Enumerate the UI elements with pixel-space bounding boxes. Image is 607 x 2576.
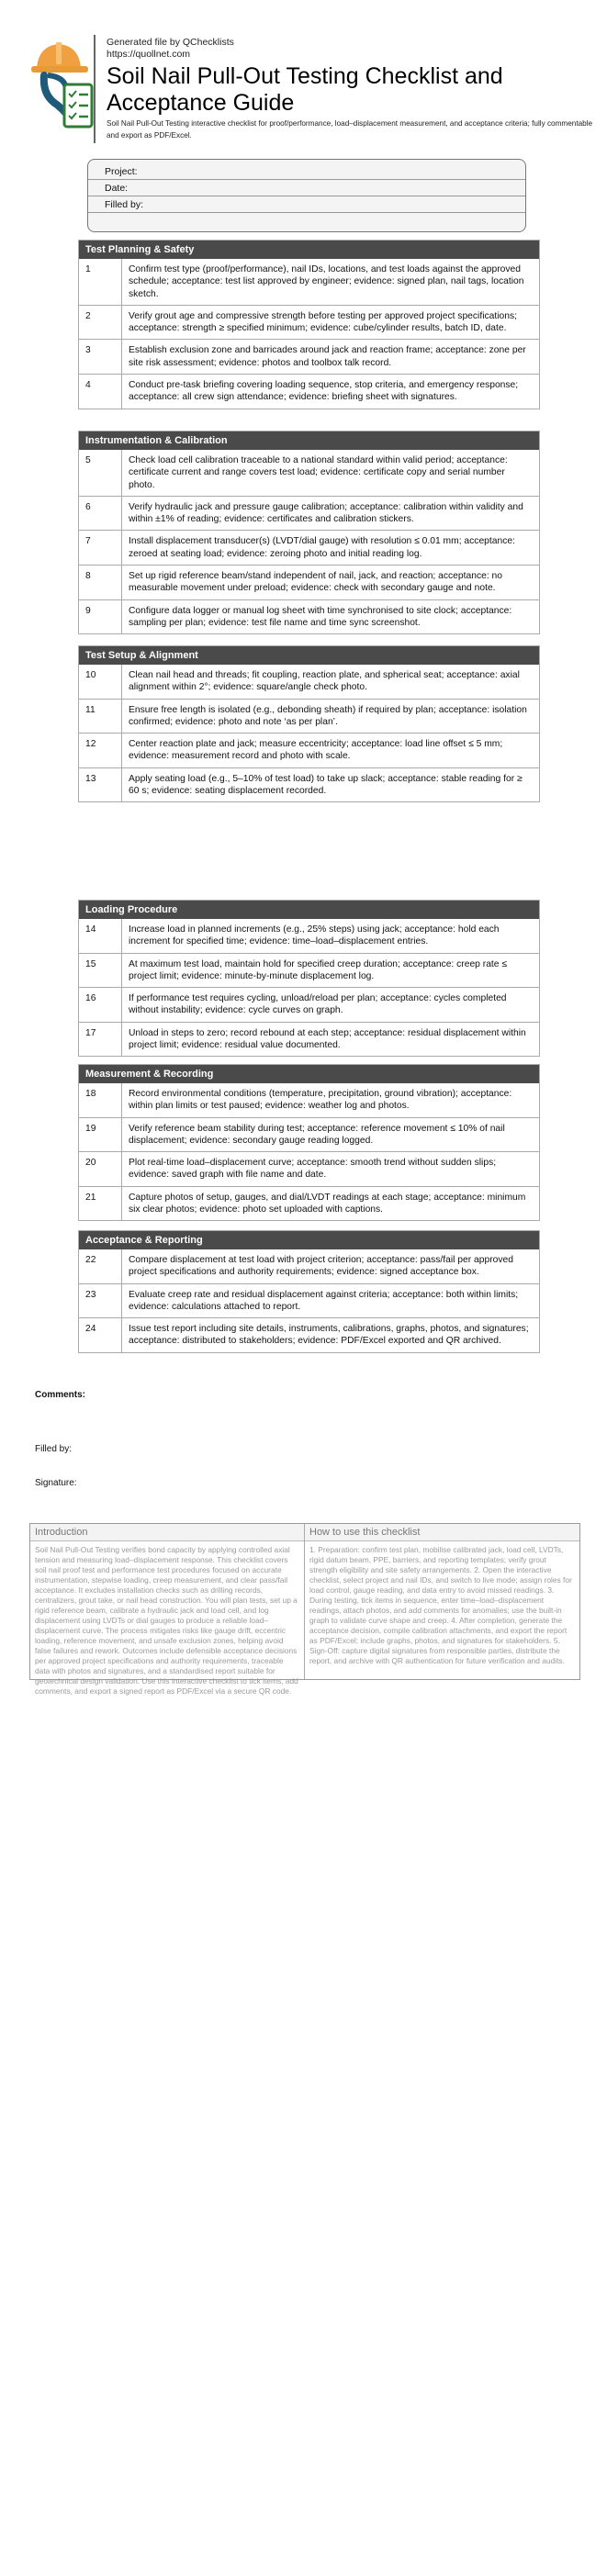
item-text: If performance test requires cycling, unload/reload per plan; acceptance: cycles completed without instability; evidence: cycle curves on graph. xyxy=(129,993,507,1016)
item-text: Increase load in planned increments (e.g., 25% steps) using jack; acceptance: hold each increment for specified time; evidence: time–load–displacement entries. xyxy=(129,924,500,947)
item-text: Evaluate creep rate and residual displacement against criteria; acceptance: both within limits; evidence: calculations attached to report. xyxy=(129,1289,519,1312)
item-number: 4 xyxy=(79,375,122,409)
checklist-item[interactable] xyxy=(79,1151,539,1186)
checklist-item[interactable] xyxy=(79,305,539,340)
item-number: 8 xyxy=(79,566,122,599)
checklist-item[interactable] xyxy=(79,1249,539,1283)
item-text: Issue test report including site details, instruments, calibrations, graphs, photos, and signatures; acceptance: distributed to stakeholders; evidence: PDF/Excel exported and QR archived. xyxy=(129,1324,529,1347)
item-number: 20 xyxy=(79,1152,122,1186)
item-number: 11 xyxy=(79,700,122,734)
section-header: Test Planning & Safety xyxy=(79,241,539,259)
item-text: Set up rigid reference beam/stand independent of nail, jack, and reaction; acceptance: no measurable movement under preload; evidence: check with secondary gauge and note. xyxy=(129,571,502,594)
filled-by-label: Filled by: xyxy=(105,199,144,210)
item-text: Clean nail head and threads; fit coupling, reaction plate, and spherical seat; acceptance: axial alignment within 2°; evidence: square/angle check photo. xyxy=(129,670,520,693)
introduction-title: Introduction xyxy=(30,1524,304,1541)
item-number: 18 xyxy=(79,1083,122,1117)
checklist-item[interactable] xyxy=(79,953,539,988)
item-number: 3 xyxy=(79,340,122,374)
project-label: Project: xyxy=(105,166,138,177)
extra-field[interactable] xyxy=(88,213,525,230)
item-number: 6 xyxy=(79,497,122,531)
checklist-item[interactable] xyxy=(79,1186,539,1221)
checklist-item[interactable] xyxy=(79,339,539,374)
item-text: At maximum test load, maintain hold for specified creep duration; acceptance: creep rate ≤ project limit; evidence: minute-by-minute displacement log. xyxy=(129,958,508,981)
comments-label: Comments: xyxy=(35,1390,86,1400)
checklist-item[interactable] xyxy=(79,1283,539,1318)
date-field[interactable] xyxy=(88,180,525,196)
checklist-item[interactable] xyxy=(79,767,539,802)
item-number: 7 xyxy=(79,531,122,565)
checklist-item[interactable] xyxy=(79,665,539,699)
item-number: 16 xyxy=(79,988,122,1022)
checklist-section xyxy=(78,1230,540,1353)
item-text: Check load cell calibration traceable to a national standard within valid period; acceptance: certificate current and range covers test load; evidence: certificate copy and serial number photo. xyxy=(129,455,508,490)
checklist-item[interactable] xyxy=(79,599,539,634)
checklist-item[interactable] xyxy=(79,374,539,409)
info-box xyxy=(29,1523,580,1696)
introduction-text: Soil Nail Pull-Out Testing verifies bond capacity by applying controlled axial tension and measuring load–displacement response. This checklist covers soil nail proof test and performance test procedures focused on accurate instrumentation, stepwise loading, creep measurement, and clear pass/fail acceptance. It excludes installation checks such as drilling records, centralizers, grout take, or nail head construction. You will plan tests, set up a rigid reference beam, calibrate a hydraulic jack and load cell, and log displacement using LVDTs or dial gauges to produce a reliable load–displacement curve. The process mitigates risks like gauge drift, eccentric loading, reference movement, and unsafe exclusion zones, helping avoid false failures and rework. Outcomes include defensible acceptance decisions per approved project specifications and authority requirements, traceable data with photos and signatures, and a standardised report suitable for geotechnical design validation. Use this interactive checklist to tick items, add comments, and export a signed report as PDF/Excel via a secure QR code. xyxy=(35,1545,298,1696)
section-header: Test Setup & Alignment xyxy=(79,646,539,665)
checklist-item[interactable] xyxy=(79,699,539,734)
source-url-link[interactable]: https://quollnet.com xyxy=(107,49,191,60)
item-text: Conduct pre-task briefing covering loading sequence, stop criteria, and emergency response; acceptance: all crew sign attendance; evidence: briefing sheet with signatures. xyxy=(129,380,519,403)
checklist-item[interactable] xyxy=(79,1022,539,1057)
checklist-item[interactable] xyxy=(79,987,539,1022)
item-text: Verify reference beam stability during test; acceptance: reference movement ≤ 10% of nail displacement; evidence: secondary gauge reading logged. xyxy=(129,1123,505,1146)
checklist-section xyxy=(78,900,540,1057)
page-subtitle: Soil Nail Pull-Out Testing interactive checklist for proof/performance, load–displacement measurement, and acceptance criteria; fully commentable and export as PDF/Excel. xyxy=(107,119,593,140)
item-text: Configure data logger or manual log sheet with time synchronised to site clock; acceptance: sampling per plan; evidence: test file name and time sync screenshot. xyxy=(129,605,512,628)
item-number: 2 xyxy=(79,306,122,340)
item-number: 14 xyxy=(79,919,122,953)
hardhat-checklist-logo-icon xyxy=(31,39,97,130)
checklist-section xyxy=(78,645,540,802)
checklist-section xyxy=(78,240,540,409)
item-number: 10 xyxy=(79,665,122,699)
project-info-box xyxy=(87,159,526,232)
item-number: 13 xyxy=(79,768,122,802)
section-header: Measurement & Recording xyxy=(79,1065,539,1083)
checklist-item[interactable] xyxy=(79,565,539,599)
how-to-panel xyxy=(305,1524,579,1679)
introduction-panel xyxy=(30,1524,305,1696)
checklist-item[interactable] xyxy=(79,919,539,953)
document-header xyxy=(26,33,595,143)
checklist-item[interactable] xyxy=(79,259,539,305)
date-label: Date: xyxy=(105,183,129,194)
footer-filled-by-label: Filled by: xyxy=(35,1444,73,1454)
item-text: Confirm test type (proof/performance), nail IDs, locations, and test loads against the approved schedule; acceptance: test list approved by engineer; evidence: signed plan, nail tags, location sketch. xyxy=(129,264,524,299)
item-number: 21 xyxy=(79,1187,122,1221)
checklist-section xyxy=(78,431,540,634)
item-number: 9 xyxy=(79,600,122,634)
how-to-text: 1. Preparation: confirm test plan, mobilise calibrated jack, load cell, LVDTs, rigid datum beam, PPE, barriers, and reporting templates; verify grout strength eligibility and site safety arrangements. 2. Open the interactive checklist, select project and nail IDs, and switch to live mode; assign roles for load control, gauge reading, and data entry to avoid missed readings. 3. During testing, tick items in sequence, enter time–load–displacement readings, attach photos, and add comments for anomalies; use the built-in graph to validate curve shape and creep. 4. After completion, generate the acceptance decision, compile calibration attachments, and export the report as PDF/Excel; include graphs, photos, and signatures for stakeholders. 5. Sign-Off: capture digital signatures from responsible parties, distribute the report, and archive with QR authentication for future verification and audits. xyxy=(309,1545,572,1665)
checklist-item[interactable] xyxy=(79,496,539,531)
checklist-item[interactable] xyxy=(79,1317,539,1352)
checklist-item[interactable] xyxy=(79,530,539,565)
item-text: Apply seating load (e.g., 5–10% of test load) to take up slack; acceptance: stable reading for ≥ 60 s; evidence: seating displacement recorded. xyxy=(129,773,523,797)
item-text: Compare displacement at test load with project criterion; acceptance: pass/fail per approved project specifications and authority requirements; evidence: signed acceptance box. xyxy=(129,1255,513,1278)
item-number: 24 xyxy=(79,1318,122,1352)
item-text: Install displacement transducer(s) (LVDT/dial gauge) with resolution ≤ 0.01 mm; acceptance: zeroed at seating load; evidence: zeroing photo and initial reading log. xyxy=(129,536,515,559)
checklist-item[interactable] xyxy=(79,450,539,496)
item-text: Ensure free length is isolated (e.g., debonding sheath) if required by plan; acceptance: isolation confirmed; evidence: photo and note ‘as per plan’. xyxy=(129,704,527,727)
item-text: Record environmental conditions (temperature, precipitation, ground vibration); acceptance: within plan limits or test paused; evidence: weather log and photos. xyxy=(129,1089,512,1112)
item-number: 23 xyxy=(79,1284,122,1318)
checklist-item[interactable] xyxy=(79,733,539,767)
item-text: Unload in steps to zero; record rebound at each step; acceptance: residual displacement within project limit; evidence: residual value documented. xyxy=(129,1027,526,1051)
item-text: Capture photos of setup, gauges, and dial/LVDT readings at each stage; acceptance: minimum six clear photos; evidence: photo set uploaded with captions. xyxy=(129,1192,526,1215)
filled-by-field[interactable] xyxy=(88,196,525,213)
item-number: 17 xyxy=(79,1023,122,1057)
item-number: 22 xyxy=(79,1249,122,1283)
generated-by-text: Generated file by QChecklists xyxy=(107,37,234,48)
header-divider xyxy=(94,35,96,143)
section-header: Acceptance & Reporting xyxy=(79,1231,539,1249)
section-header: Instrumentation & Calibration xyxy=(79,431,539,450)
signature-label: Signature: xyxy=(35,1478,77,1488)
item-number: 15 xyxy=(79,954,122,988)
how-to-title: How to use this checklist xyxy=(305,1524,579,1541)
item-number: 12 xyxy=(79,734,122,767)
checklist-item[interactable] xyxy=(79,1117,539,1152)
item-number: 19 xyxy=(79,1118,122,1152)
section-header: Loading Procedure xyxy=(79,901,539,919)
item-text: Establish exclusion zone and barricades around jack and reaction frame; acceptance: zone per site risk assessment; evidence: photos and toolbox talk record. xyxy=(129,345,526,368)
checklist-section xyxy=(78,1064,540,1221)
item-number: 5 xyxy=(79,450,122,496)
item-number: 1 xyxy=(79,259,122,305)
page-title: Soil Nail Pull-Out Testing Checklist and Acceptance Guide xyxy=(107,63,503,116)
item-text: Verify grout age and compressive strength before testing per approved project specifications; acceptance: strength ≥ specified minimum; evidence: cube/cylinder results, batch ID, date. xyxy=(129,310,517,334)
item-text: Center reaction plate and jack; measure eccentricity; acceptance: load line offset ≤ 5 mm; evidence: measurement record and photo with scale. xyxy=(129,739,503,762)
project-field[interactable] xyxy=(88,163,525,180)
item-text: Verify hydraulic jack and pressure gauge calibration; acceptance: calibration within validity and within ±1% of reading; evidence: certificates and calibration stickers. xyxy=(129,501,523,525)
item-text: Plot real-time load–displacement curve; acceptance: smooth trend without sudden slips; evidence: saved graph with file name and date. xyxy=(129,1158,497,1181)
checklist-item[interactable] xyxy=(79,1083,539,1117)
